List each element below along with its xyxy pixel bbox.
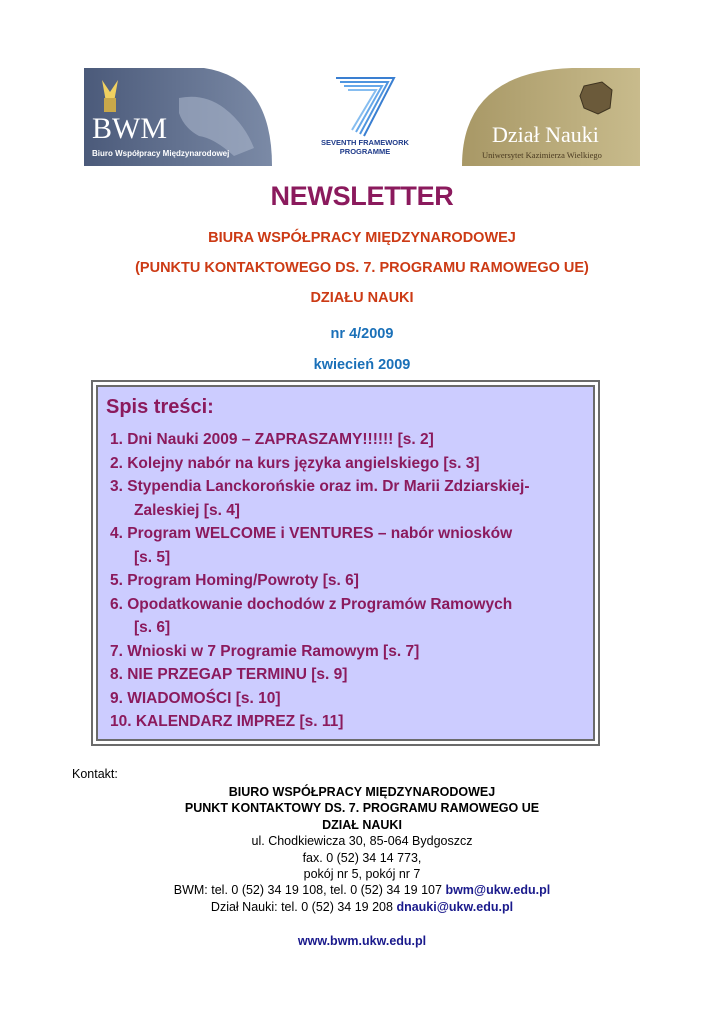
- toc-item: [110, 593, 583, 640]
- contact-fax: fax. 0 (52) 34 14 773,: [302, 850, 422, 865]
- fp7-line2: PROGRAMME: [339, 147, 391, 156]
- contact-org-3: DZIAŁ NAUKI: [322, 817, 402, 832]
- toc-item-text: 5. Program Homing/Powroty [s. 6]: [110, 572, 359, 589]
- toc-item-text: 10. KALENDARZ IMPREZ [s. 11]: [110, 713, 344, 730]
- bwm-email-link[interactable]: bwm@ukw.edu.pl: [445, 883, 551, 898]
- fp7-logo-label: [292, 138, 438, 156]
- toc-item: [110, 522, 583, 569]
- contact-bwm-phone: BWM: tel. 0 (52) 34 19 108, tel. 0 (52) 34 19 107: [173, 883, 442, 898]
- toc-item-continuation: Zaleskiej [s. 4]: [134, 501, 240, 519]
- toc-item-text: 1. Dni Nauki 2009 – ZAPRASZAMY!!!!!! [s. 2]: [110, 431, 434, 448]
- toc-item: [110, 663, 583, 687]
- toc-list: [110, 428, 583, 734]
- subtitle-line-3: DZIAŁU NAUKI: [310, 290, 414, 306]
- website-link[interactable]: www.bwm.ukw.edu.pl: [297, 934, 427, 948]
- contact-bwm-line: [0, 882, 724, 898]
- toc-item-text: 6. Opodatkowanie dochodów z Programów Ramowych: [110, 595, 513, 613]
- contact-address: ul. Chodkiewicza 30, 85-064 Bydgoszcz: [251, 834, 473, 849]
- contact-rooms: pokój nr 5, pokój nr 7: [303, 867, 421, 882]
- dzial-nauki-logo: [462, 68, 640, 166]
- subtitle-line-2: (PUNKTU KONTAKTOWEGO DS. 7. PROGRAMU RAMOWEGO UE): [135, 260, 589, 276]
- newsletter-title: NEWSLETTER: [270, 181, 454, 211]
- toc-item-text: 8. NIE PRZEGAP TERMINU [s. 9]: [110, 666, 348, 683]
- contact-org-2: PUNKT KONTAKTOWY DS. 7. PROGRAMU RAMOWEGO UE: [184, 801, 540, 816]
- dnauki-email-link[interactable]: dnauki@ukw.edu.pl: [396, 899, 514, 914]
- contact-org-1: BIURO WSPÓŁPRACY MIĘDZYNARODOWEJ: [228, 785, 496, 799]
- subtitle-line-1: BIURA WSPÓŁPRACY MIĘDZYNARODOWEJ: [208, 230, 516, 246]
- table-of-contents: [91, 380, 600, 746]
- toc-item-text: 4. Program WELCOME i VENTURES – nabór wniosków: [110, 525, 513, 542]
- toc-item: [110, 687, 583, 711]
- bwm-logo-text: BWM: [92, 112, 167, 145]
- issue-number: nr 4/2009: [330, 326, 394, 342]
- toc-panel: [96, 385, 595, 741]
- issue-date: kwiecień 2009: [313, 357, 411, 373]
- toc-item-continuation: [s. 6]: [134, 619, 171, 636]
- fp7-line1: SEVENTH FRAMEWORK: [321, 138, 409, 147]
- toc-item: [110, 475, 583, 522]
- bwm-logo: [84, 68, 272, 166]
- toc-item-text: 3. Stypendia Lanckorońskie oraz im. Dr Marii Zdziarskiej-: [110, 478, 530, 495]
- contact-dn-phone: Dział Nauki: tel. 0 (52) 34 19 208: [210, 899, 393, 914]
- toc-item: [110, 710, 583, 734]
- bwm-logo-subtitle: Biuro Współpracy Międzynarodowej: [92, 149, 230, 158]
- fp7-numeral: 7: [364, 118, 366, 119]
- toc-item: [110, 640, 583, 664]
- dzial-logo-subtitle: Uniwersytet Kazimierza Wielkiego: [482, 150, 602, 160]
- dzial-logo-text: Dział Nauki: [492, 122, 599, 147]
- contact-block: [0, 784, 724, 915]
- toc-item-text: 2. Kolejny nabór na kurs języka angielskiego [s. 3]: [110, 454, 480, 472]
- toc-item-text: 9. WIADOMOŚCI [s. 10]: [110, 689, 281, 707]
- toc-item: [110, 569, 583, 593]
- contact-dn-line: [0, 899, 724, 915]
- contact-label: Kontakt:: [72, 767, 118, 781]
- toc-item-continuation: [s. 5]: [134, 548, 171, 566]
- toc-heading: Spis treści:: [106, 396, 214, 418]
- toc-item-text: 7. Wnioski w 7 Programie Ramowym [s. 7]: [110, 642, 420, 660]
- toc-item: [110, 452, 583, 476]
- toc-item: [110, 428, 583, 452]
